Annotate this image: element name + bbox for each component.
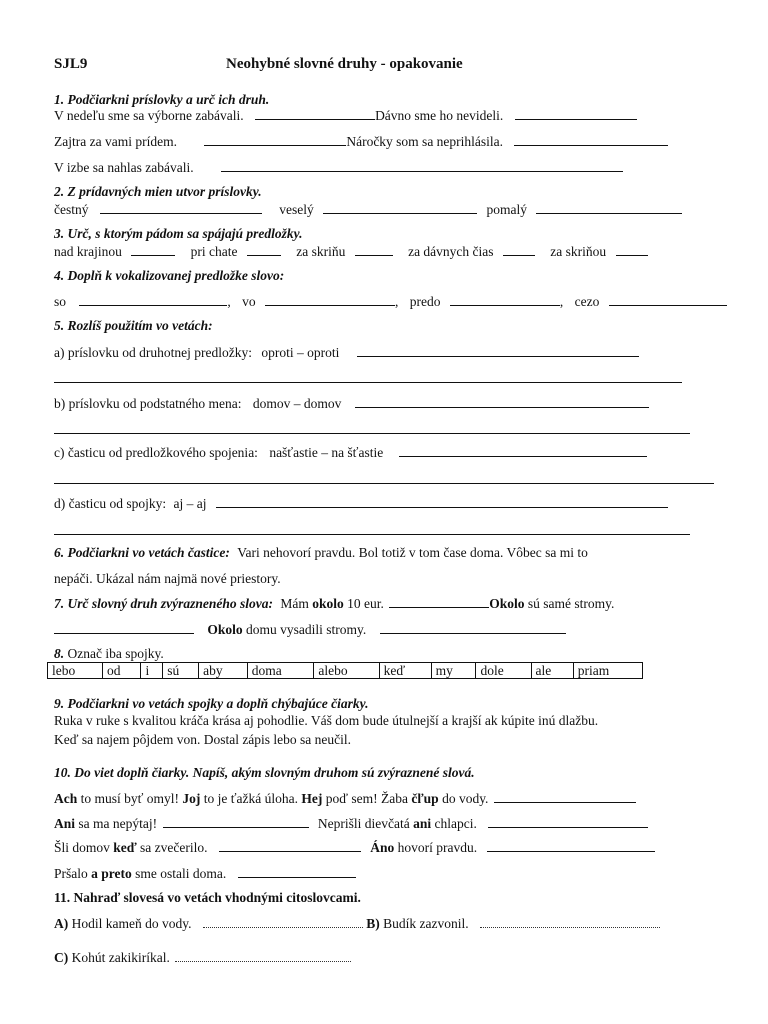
- word-cell[interactable]: my: [431, 663, 476, 679]
- s5-a-label: a) príslovku od druhotnej predložky:: [54, 345, 252, 360]
- s5-a-words: oproti – oproti: [261, 345, 340, 360]
- s6-text-1: Vari nehovorí pravdu. Bol totiž v tom čase doma. Vôbec sa mi to: [237, 545, 588, 560]
- s7-bold-1: okolo: [312, 596, 344, 611]
- s8-heading-line: [54, 646, 164, 662]
- s10-r3-text-1: Šli domov: [54, 840, 110, 855]
- s5-b-line: [54, 396, 649, 412]
- s5-d-words: aj – aj: [173, 496, 207, 511]
- s10-r1-text-4: do vody.: [442, 791, 489, 806]
- answer-blank[interactable]: [503, 244, 535, 256]
- s1-line-1: [54, 108, 637, 124]
- s5-c-line: [54, 445, 647, 461]
- s1-sentence-5: V izbe sa nahlas zabávali.: [54, 160, 194, 175]
- answer-blank[interactable]: [380, 622, 566, 634]
- s3-word-4: za dávnych čias: [408, 244, 494, 259]
- answer-blank[interactable]: [238, 866, 356, 878]
- s9-line-1: Ruka v ruke s kvalitou kráča krása aj pohodlie. Váš dom bude útulnejší a krajší ak kúpite inú dlažbu.: [54, 713, 599, 728]
- s7-bold-3: Okolo: [207, 622, 243, 637]
- answer-blank[interactable]: [204, 134, 346, 146]
- word-cell[interactable]: dole: [476, 663, 531, 679]
- s5-c-words: našťastie – na šťastie: [269, 445, 384, 460]
- s10-row-4: [54, 866, 356, 882]
- s10-r1-text-3: poď sem! Žaba: [325, 791, 408, 806]
- answer-blank[interactable]: [163, 816, 309, 828]
- s10-r1-bold-2: Joj: [182, 791, 201, 806]
- s10-r3-text-3: hovorí pravdu.: [397, 840, 478, 855]
- s11-row-c: [54, 950, 351, 966]
- s11-b-label: B): [366, 916, 380, 931]
- section-1-heading: 1. Podčiarkni príslovky a urč ich druh.: [54, 92, 270, 107]
- s3-word-5: za skriňou: [550, 244, 607, 259]
- s5-b-label: b) príslovku od podstatného mena:: [54, 396, 242, 411]
- answer-dotted-line[interactable]: [203, 916, 363, 928]
- page-title: Neohybné slovné druhy - opakovanie: [226, 56, 463, 72]
- section-10-heading: 10. Do viet doplň čiarky. Napíš, akým slovným druhom sú zvýraznené slová.: [54, 765, 475, 780]
- s10-r3-bold-2: Áno: [370, 840, 395, 855]
- section-8-heading: Označ iba spojky.: [67, 646, 164, 661]
- s10-r2-text-3: chlapci.: [434, 816, 477, 831]
- s10-row-3: [54, 840, 655, 856]
- word-row: [48, 663, 643, 679]
- answer-blank[interactable]: [247, 244, 281, 256]
- answer-blank[interactable]: [357, 345, 639, 357]
- s10-r2-text-1: sa ma nepýtaj!: [78, 816, 158, 831]
- s3-line: [54, 244, 648, 260]
- word-cell[interactable]: ale: [531, 663, 573, 679]
- s4-word-4: cezo: [574, 294, 600, 309]
- answer-blank[interactable]: [399, 445, 647, 457]
- answer-blank[interactable]: [323, 202, 477, 214]
- s7-text-1: Mám: [280, 596, 309, 611]
- answer-blank[interactable]: [216, 496, 668, 508]
- answer-blank[interactable]: [219, 840, 361, 852]
- s11-a-text: Hodil kameň do vody.: [71, 916, 192, 931]
- answer-blank[interactable]: [488, 816, 648, 828]
- s10-r2-bold-2: ani: [413, 816, 432, 831]
- s2-word-3: pomalý: [486, 202, 527, 217]
- s2-word-2: veselý: [279, 202, 314, 217]
- s7-bold-2: Okolo: [489, 596, 525, 611]
- s10-r3-text-2: sa zvečerilo.: [140, 840, 208, 855]
- s6-line-1: [54, 545, 588, 561]
- answer-dotted-line[interactable]: [480, 916, 660, 928]
- s5-d-line: [54, 496, 668, 512]
- s11-c-text: Kohút zakikiríkal.: [71, 950, 170, 965]
- s10-row-1: [54, 791, 636, 807]
- answer-blank[interactable]: [265, 294, 395, 306]
- s10-r3-bold-1: keď: [113, 840, 137, 855]
- s10-r4-text-2: sme ostali doma.: [135, 866, 227, 881]
- word-cell[interactable]: sú: [163, 663, 199, 679]
- s5-a-line: [54, 345, 639, 361]
- answer-blank[interactable]: [515, 108, 637, 120]
- answer-blank[interactable]: [450, 294, 560, 306]
- s2-line: [54, 202, 682, 218]
- answer-dotted-line[interactable]: [175, 950, 351, 962]
- answer-blank[interactable]: [494, 791, 636, 803]
- answer-blank[interactable]: [389, 596, 489, 608]
- word-cell[interactable]: doma: [247, 663, 314, 679]
- word-cell[interactable]: aby: [199, 663, 248, 679]
- word-cell[interactable]: i: [141, 663, 163, 679]
- s10-r1-text-1: to musí byť omyl!: [80, 791, 180, 806]
- s10-r1-bold-4: čľup: [411, 791, 439, 806]
- s7-text-4: domu vysadili stromy.: [246, 622, 367, 637]
- s2-word-1: čestný: [54, 202, 89, 217]
- s10-r1-bold-3: Hej: [301, 791, 323, 806]
- answer-line[interactable]: [54, 382, 682, 383]
- section-11-heading: 11. Nahraď slovesá vo vetách vhodnými citoslovcami.: [54, 890, 361, 905]
- word-cell[interactable]: od: [103, 663, 141, 679]
- s7-line-1: [54, 596, 614, 612]
- s7-text-3: sú samé stromy.: [527, 596, 615, 611]
- s5-d-label: d) časticu od spojky:: [54, 496, 167, 511]
- section-4-heading: 4. Doplň k vokalizovanej predložke slovo:: [54, 268, 285, 283]
- word-cell[interactable]: lebo: [48, 663, 103, 679]
- s9-line-2: Keď sa najem pôjdem von. Dostal zápis lebo sa neučil.: [54, 732, 352, 747]
- s3-word-3: za skriňu: [296, 244, 346, 259]
- s1-line-3: [54, 160, 623, 176]
- s10-r4-text-1: Pršalo: [54, 866, 88, 881]
- answer-blank[interactable]: [616, 244, 648, 256]
- s4-word-1: so: [54, 294, 67, 309]
- s10-r1-bold-1: Ach: [54, 791, 78, 806]
- worksheet-code: SJL9: [54, 56, 88, 72]
- s4-word-3: predo: [409, 294, 441, 309]
- s1-sentence-1: V nedeľu sme sa výborne zabávali.: [54, 108, 244, 123]
- s5-b-words: domov – domov: [252, 396, 342, 411]
- section-3-heading: 3. Urč, s ktorým pádom sa spájajú predložky.: [54, 226, 303, 241]
- s10-r1-text-2: to je ťažká úloha.: [203, 791, 299, 806]
- answer-blank[interactable]: [487, 840, 655, 852]
- section-9-heading: 9. Podčiarkni vo vetách spojky a doplň chýbajúce čiarky.: [54, 696, 369, 711]
- section-6-heading: 6. Podčiarkni vo vetách častice:: [54, 545, 230, 560]
- conjunction-table: [47, 662, 643, 679]
- section-2-heading: 2. Z prídavných mien utvor príslovky.: [54, 184, 262, 199]
- s11-row-ab: [54, 916, 660, 932]
- section-8-number: 8.: [54, 646, 65, 661]
- s5-c-label: c) časticu od predložkového spojenia:: [54, 445, 258, 460]
- answer-blank[interactable]: [100, 202, 262, 214]
- answer-line[interactable]: [54, 433, 690, 434]
- s1-sentence-4: Náročky som sa neprihlásila.: [346, 134, 504, 149]
- s7-text-2: 10 eur.: [347, 596, 384, 611]
- answer-blank[interactable]: [536, 202, 682, 214]
- s10-r2-bold-1: Ani: [54, 816, 76, 831]
- s10-row-2: [54, 816, 648, 832]
- answer-blank[interactable]: [609, 294, 727, 306]
- s10-r4-bold-1: a preto: [91, 866, 132, 881]
- answer-line[interactable]: [54, 534, 690, 535]
- s6-text-2: nepáči. Ukázal nám najmä nové priestory.: [54, 571, 281, 586]
- s4-word-2: vo: [242, 294, 256, 309]
- s3-word-1: nad krajinou: [54, 244, 122, 259]
- s11-c-label: C): [54, 950, 69, 965]
- answer-blank[interactable]: [79, 294, 227, 306]
- s1-sentence-3: Zajtra za vami prídem.: [54, 134, 177, 149]
- s11-a-label: A): [54, 916, 69, 931]
- s4-line: so , vo , predo , cezo: [54, 294, 727, 310]
- answer-blank[interactable]: [54, 622, 194, 634]
- s1-line-2: [54, 134, 668, 150]
- word-cell[interactable]: keď: [379, 663, 431, 679]
- word-cell[interactable]: alebo: [314, 663, 379, 679]
- section-7-heading: 7. Urč slovný druh zvýrazneného slova:: [54, 596, 274, 611]
- answer-blank[interactable]: [514, 134, 668, 146]
- s11-b-text: Budík zazvonil.: [383, 916, 469, 931]
- answer-blank[interactable]: [255, 108, 375, 120]
- section-5-heading: 5. Rozlíš použitím vo vetách:: [54, 318, 213, 333]
- answer-line[interactable]: [54, 483, 714, 484]
- s10-r2-text-2: Neprišli dievčatá: [317, 816, 410, 831]
- s1-sentence-2: Dávno sme ho nevideli.: [375, 108, 504, 123]
- s3-word-2: pri chate: [190, 244, 238, 259]
- answer-blank[interactable]: [355, 244, 393, 256]
- word-cell[interactable]: priam: [573, 663, 642, 679]
- answer-blank[interactable]: [221, 160, 623, 172]
- answer-blank[interactable]: [355, 396, 649, 408]
- s7-line-2: [54, 622, 566, 638]
- answer-blank[interactable]: [131, 244, 175, 256]
